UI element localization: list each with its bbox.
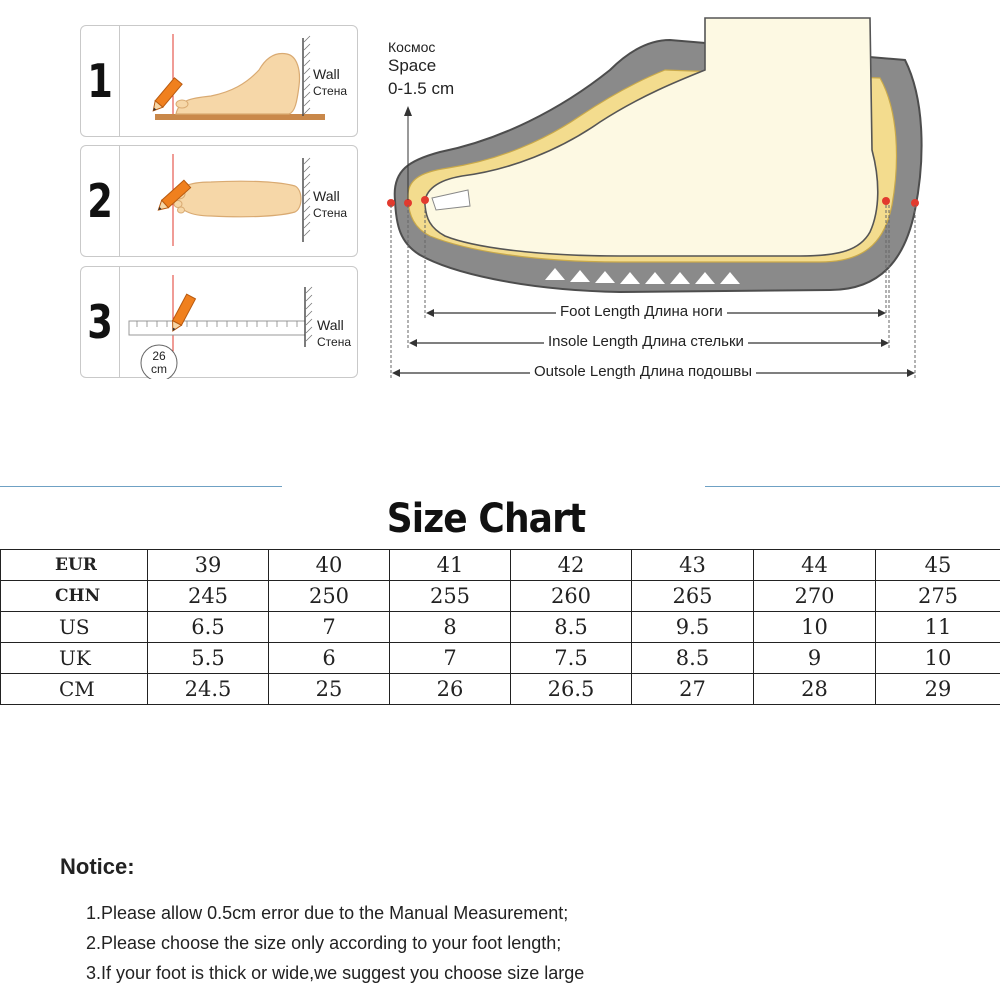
title-rule-left — [0, 486, 282, 487]
size-cell: 10 — [754, 612, 876, 643]
size-cell: 245 — [148, 581, 269, 612]
size-cell: 9 — [754, 643, 876, 674]
wall-label-ru: Стена — [317, 335, 352, 349]
title-rule-right — [705, 486, 1000, 487]
step-panel-2 — [80, 145, 358, 257]
size-cell: 39 — [148, 550, 269, 581]
wall-label — [317, 317, 351, 351]
foot-side-shape — [176, 54, 300, 114]
wall-hatch — [304, 158, 310, 236]
space-label — [388, 40, 454, 97]
size-cell: 255 — [390, 581, 511, 612]
size-cell: 6 — [269, 643, 390, 674]
big-toe — [176, 100, 188, 108]
size-cell: 40 — [269, 550, 390, 581]
size-cell: 41 — [390, 550, 511, 581]
size-row-cm — [1, 674, 1000, 705]
notice-title: Notice: — [60, 854, 135, 879]
wall-label-en: Wall — [313, 66, 340, 82]
foot-length-label: Foot Length Длина ноги — [556, 303, 727, 320]
size-chart-table — [0, 549, 1000, 705]
pencil-icon — [149, 78, 182, 114]
size-row-chn — [1, 581, 1000, 612]
size-cell: 29 — [876, 674, 1000, 705]
size-cell: 26 — [390, 674, 511, 705]
notice-list — [86, 898, 584, 988]
size-cell: 260 — [511, 581, 632, 612]
wall-hatch — [306, 287, 312, 341]
foot-top-shape — [177, 181, 301, 217]
step-number: 2 — [87, 174, 113, 228]
size-cell: 42 — [511, 550, 632, 581]
outsole-length-label: Outsole Length Длина подошвы — [530, 363, 756, 380]
size-row-us — [1, 612, 1000, 643]
size-cell: 7 — [269, 612, 390, 643]
space-label-en: Space — [388, 56, 437, 75]
size-cell: 8.5 — [632, 643, 754, 674]
size-row-uk — [1, 643, 1000, 674]
size-cell: 44 — [754, 550, 876, 581]
wall-label-en: Wall — [313, 188, 340, 204]
size-cell: 43 — [632, 550, 754, 581]
wall-label-ru: Стена — [313, 84, 348, 98]
size-row-label: UK — [1, 643, 148, 674]
size-cell: 250 — [269, 581, 390, 612]
wall-label-ru: Стена — [313, 206, 348, 220]
wall-label — [313, 188, 347, 222]
wall-hatch — [304, 36, 310, 114]
insole-length-label: Insole Length Длина стельки — [544, 333, 748, 350]
wall-label-en: Wall — [317, 317, 344, 333]
size-cell: 27 — [632, 674, 754, 705]
step-number: 1 — [87, 54, 113, 108]
notice-item: 1.Please allow 0.5cm error due to the Manual Measurement; — [86, 903, 569, 923]
size-cell: 8 — [390, 612, 511, 643]
notice-item: 2.Please choose the size only according to your foot length; — [86, 933, 562, 953]
size-cell: 11 — [876, 612, 1000, 643]
size-cell: 28 — [754, 674, 876, 705]
size-cell: 24.5 — [148, 674, 269, 705]
step-panel-1 — [80, 25, 358, 137]
measurement-unit: cm — [151, 362, 167, 376]
space-arrow-head — [404, 106, 412, 116]
size-cell: 7.5 — [511, 643, 632, 674]
size-cell: 265 — [632, 581, 754, 612]
size-row-label: US — [1, 612, 148, 643]
size-cell: 7 — [390, 643, 511, 674]
size-row-eur — [1, 550, 1000, 581]
space-label-ru: Космос — [388, 39, 436, 55]
size-cell: 8.5 — [511, 612, 632, 643]
size-cell: 270 — [754, 581, 876, 612]
size-cell: 45 — [876, 550, 1000, 581]
notice-item: 3.If your foot is thick or wide,we suggest you choose size large — [86, 963, 585, 983]
size-cell: 9.5 — [632, 612, 754, 643]
size-cell: 5.5 — [148, 643, 269, 674]
size-cell: 26.5 — [511, 674, 632, 705]
step-number: 3 — [87, 295, 113, 349]
size-cell: 6.5 — [148, 612, 269, 643]
size-chart-title: Size Chart — [386, 496, 586, 542]
floor-board — [155, 114, 325, 120]
size-cell: 25 — [269, 674, 390, 705]
size-row-label: CHN — [1, 581, 148, 612]
size-cell: 10 — [876, 643, 1000, 674]
size-row-label: CM — [1, 674, 148, 705]
wall-label — [313, 66, 347, 100]
step-panel-3 — [80, 266, 358, 378]
size-cell: 275 — [876, 581, 1000, 612]
space-value: 0-1.5 cm — [388, 79, 455, 98]
size-chart-body — [1, 550, 1000, 705]
size-row-label: EUR — [1, 550, 148, 581]
measurement-value: 26 — [152, 349, 166, 363]
